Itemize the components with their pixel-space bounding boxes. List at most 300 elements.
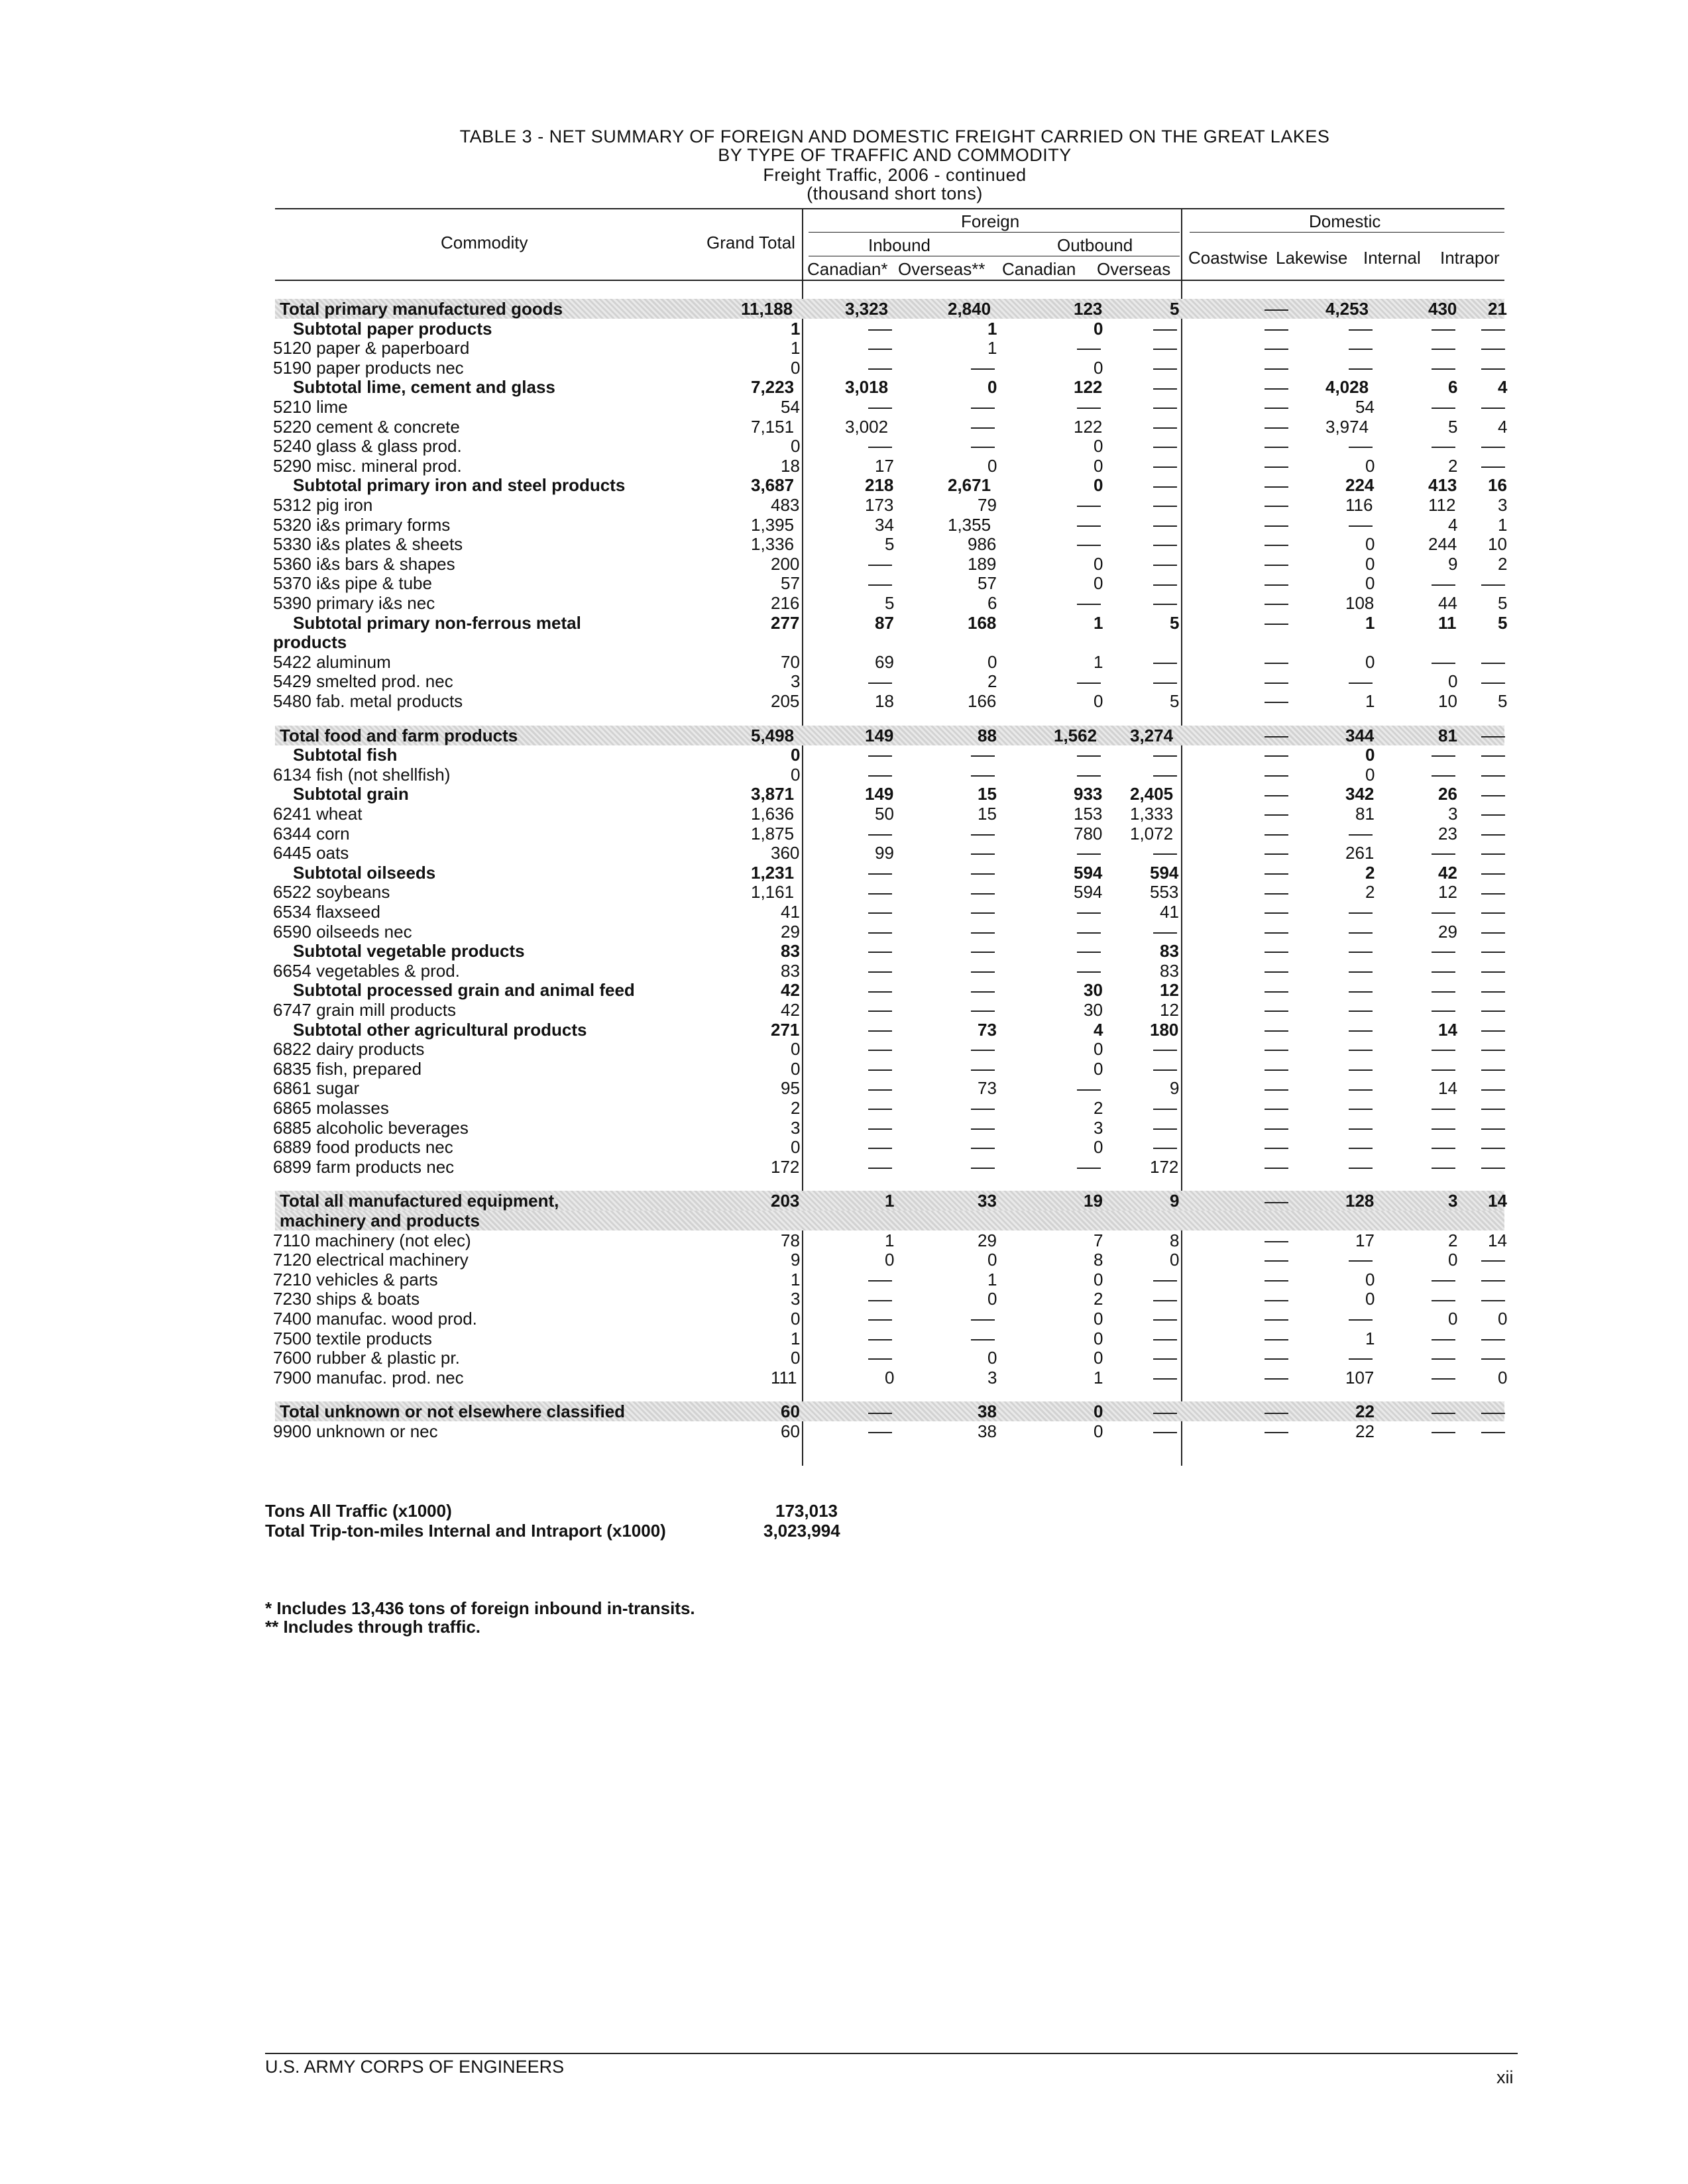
dash-mark — [1153, 565, 1177, 566]
cell-internal: 2 — [1448, 1230, 1458, 1250]
dash-mark — [1265, 775, 1288, 777]
dash-mark — [1265, 1050, 1288, 1051]
dash-mark — [1349, 349, 1373, 350]
cell-intraport — [1481, 1060, 1505, 1079]
commodity-name: 6344 corn — [273, 823, 350, 844]
table-row — [265, 691, 1508, 711]
header-canadian-outbound: Canadian — [1002, 259, 1076, 279]
cell-lakewise: 4,028 — [1325, 377, 1369, 398]
cell-coastwise — [1265, 1158, 1288, 1177]
cell-canadian-inbound — [868, 1309, 892, 1329]
cell-canadian-outbound — [1077, 765, 1101, 785]
dash-mark — [1432, 1010, 1455, 1012]
dash-mark — [1481, 368, 1505, 370]
commodity-name: 6590 oilseeds nec — [273, 921, 412, 942]
header-bottom-rule — [275, 280, 1504, 281]
cell-overseas-outbound: 8 — [1170, 1230, 1180, 1250]
cell-overseas-inbound: 166 — [968, 691, 997, 711]
cell-internal — [1432, 437, 1455, 456]
cell-coastwise — [1265, 535, 1288, 554]
header-inbound: Inbound — [868, 235, 930, 255]
cell-intraport: 4 — [1498, 377, 1508, 398]
dash-mark — [971, 912, 995, 914]
cell-canadian-outbound: 0 — [1094, 691, 1103, 711]
cell-canadian-outbound: 30 — [1084, 1000, 1103, 1020]
cell-canadian-inbound: 149 — [865, 784, 894, 804]
dash-mark — [1432, 1339, 1455, 1340]
subtotal-row — [265, 785, 1504, 804]
cell-overseas-outbound — [1153, 594, 1177, 613]
cell-grand-total: 0 — [791, 436, 801, 457]
cell-intraport — [1481, 1138, 1505, 1157]
cell-internal: 12 — [1438, 882, 1457, 902]
dash-mark — [1481, 1030, 1505, 1032]
cell-overseas-outbound — [1153, 1119, 1177, 1138]
dash-mark — [1481, 736, 1505, 737]
dash-mark — [971, 991, 995, 993]
commodity-name: Subtotal grain — [293, 784, 409, 804]
cell-canadian-inbound — [868, 1329, 892, 1348]
dash-mark — [1265, 853, 1288, 855]
cell-canadian-inbound: 99 — [875, 843, 894, 863]
cell-overseas-inbound — [971, 1329, 995, 1348]
cell-overseas-outbound: 83 — [1160, 941, 1179, 961]
table-row — [265, 398, 1504, 417]
dash-mark — [971, 971, 995, 973]
table-row — [265, 653, 1504, 672]
cell-coastwise — [1265, 378, 1288, 397]
cell-lakewise — [1349, 1309, 1373, 1329]
cell-lakewise: 54 — [1355, 397, 1375, 417]
cell-grand-total: 1 — [791, 338, 801, 358]
cell-canadian-outbound — [1077, 339, 1101, 358]
dash-mark — [1153, 1358, 1177, 1360]
dash-mark — [1265, 1128, 1288, 1130]
dash-mark — [1265, 1010, 1288, 1012]
cell-canadian-outbound: 0 — [1094, 573, 1103, 594]
dash-mark — [1481, 1010, 1505, 1012]
cell-overseas-outbound: 9 — [1170, 1191, 1180, 1211]
dash-mark — [1432, 1109, 1455, 1110]
dash-mark — [1265, 952, 1288, 953]
cell-grand-total: 78 — [781, 1230, 800, 1250]
dash-mark — [1349, 329, 1373, 331]
cell-lakewise: 224 — [1345, 475, 1375, 496]
table-row — [265, 1099, 1504, 1118]
dash-mark — [971, 1168, 995, 1169]
cell-internal — [1432, 339, 1455, 358]
dash-mark — [1349, 1109, 1373, 1110]
dash-mark — [1265, 584, 1288, 586]
cell-overseas-outbound — [1153, 653, 1177, 672]
dash-mark — [1481, 853, 1505, 855]
cell-overseas-inbound — [971, 398, 995, 417]
cell-overseas-inbound — [971, 1138, 995, 1157]
dash-mark — [1265, 447, 1288, 448]
dash-mark — [1349, 1010, 1373, 1012]
subtotal-row — [265, 1020, 1504, 1040]
dash-mark — [1153, 329, 1177, 331]
dash-mark — [1432, 971, 1455, 973]
dash-mark — [1077, 604, 1101, 605]
cell-grand-total: 200 — [771, 553, 800, 574]
cell-coastwise — [1265, 844, 1288, 863]
cell-overseas-inbound: 79 — [978, 495, 997, 515]
cell-overseas-outbound — [1153, 319, 1177, 339]
cell-grand-total: 0 — [791, 1058, 801, 1079]
dash-mark — [868, 912, 892, 914]
cell-lakewise — [1349, 1060, 1373, 1079]
cell-intraport — [1481, 319, 1505, 339]
cell-canadian-outbound: 0 — [1094, 357, 1103, 378]
dash-mark — [1349, 912, 1373, 914]
dash-mark — [1432, 775, 1455, 777]
cell-internal — [1432, 1368, 1455, 1388]
cell-canadian-outbound: 1 — [1094, 612, 1103, 633]
cell-lakewise — [1349, 319, 1373, 339]
cell-intraport — [1481, 1079, 1505, 1098]
table-row — [265, 765, 1504, 785]
commodity-name: 5320 i&s primary forms — [273, 514, 451, 535]
cell-overseas-inbound: 29 — [978, 1230, 997, 1250]
cell-overseas-inbound: 15 — [978, 784, 997, 804]
cell-overseas-inbound: 0 — [987, 651, 997, 672]
cell-intraport: 0 — [1498, 1367, 1508, 1388]
table-row — [265, 1289, 1504, 1309]
cell-grand-total: 0 — [791, 764, 801, 785]
cell-canadian-outbound — [1077, 902, 1101, 922]
dash-mark — [1265, 388, 1288, 390]
cell-lakewise: 3,974 — [1325, 416, 1369, 437]
cell-coastwise — [1265, 1289, 1288, 1309]
cell-coastwise — [1265, 1099, 1288, 1118]
table-row — [265, 922, 1504, 942]
dash-mark — [1349, 991, 1373, 993]
cell-grand-total: 95 — [781, 1078, 800, 1099]
cell-internal — [1432, 653, 1455, 672]
cell-overseas-outbound: 1,333 — [1130, 804, 1174, 824]
cell-coastwise — [1265, 1001, 1288, 1020]
dash-mark — [868, 1280, 892, 1282]
dash-mark — [868, 1128, 892, 1130]
cell-lakewise — [1349, 1348, 1373, 1368]
dash-mark — [971, 932, 995, 934]
cell-internal — [1432, 1289, 1455, 1309]
cell-canadian-outbound: 0 — [1094, 553, 1103, 574]
dash-mark — [868, 1109, 892, 1110]
table-row — [265, 1329, 1504, 1348]
dash-mark — [1153, 1128, 1177, 1130]
cell-coastwise — [1265, 417, 1288, 437]
cell-grand-total: 7,151 — [751, 416, 795, 437]
table-row — [265, 416, 1508, 437]
commodity-name: 7600 rubber & plastic pr. — [273, 1348, 460, 1368]
cell-canadian-inbound — [868, 1289, 892, 1309]
dash-mark — [971, 893, 995, 895]
table-row — [265, 1138, 1504, 1157]
dash-mark — [1265, 795, 1288, 796]
cell-overseas-inbound: 986 — [968, 534, 997, 555]
cell-overseas-inbound: 73 — [978, 1019, 997, 1040]
dash-mark — [1481, 447, 1505, 448]
commodity-name: 6654 vegetables & prod. — [273, 960, 460, 981]
dash-mark — [1481, 1128, 1505, 1130]
cell-intraport — [1481, 1329, 1505, 1348]
dash-mark — [1265, 912, 1288, 914]
cell-canadian-outbound: 0 — [1094, 455, 1103, 476]
cell-lakewise — [1349, 981, 1373, 1000]
cell-overseas-outbound — [1153, 574, 1177, 593]
cell-internal — [1432, 981, 1455, 1000]
cell-canadian-inbound: 3,002 — [845, 416, 889, 437]
dash-mark — [1349, 971, 1373, 973]
cell-overseas-inbound: 0 — [987, 455, 997, 476]
cell-canadian-inbound — [868, 319, 892, 339]
dash-mark — [1481, 1260, 1505, 1262]
cell-grand-total: 205 — [771, 691, 800, 711]
commodity-name: 5390 primary i&s nec — [273, 593, 435, 613]
cell-overseas-inbound — [971, 981, 995, 1000]
cell-lakewise: 4,253 — [1325, 299, 1369, 319]
cell-grand-total: 277 — [771, 612, 800, 633]
dash-mark — [971, 1128, 995, 1130]
cell-internal: 0 — [1448, 1250, 1458, 1270]
commodity-name: 6522 soybeans — [273, 882, 390, 902]
cell-internal: 244 — [1428, 534, 1457, 555]
commodity-name: 6835 fish, prepared — [273, 1058, 422, 1079]
trip-ton-miles-value: 3,023,994 — [763, 1521, 840, 1541]
cell-overseas-inbound: 0 — [987, 1348, 997, 1368]
cell-lakewise: 342 — [1345, 784, 1375, 804]
dash-mark — [971, 368, 995, 370]
cell-overseas-outbound: 12 — [1160, 1000, 1179, 1020]
cell-grand-total: 83 — [781, 960, 800, 981]
cell-canadian-outbound: 0 — [1094, 1328, 1103, 1348]
commodity-name: 7500 textile products — [273, 1328, 432, 1348]
dash-mark — [1153, 1319, 1177, 1321]
header-overseas-inbound: Overseas** — [898, 259, 985, 279]
dash-mark — [1265, 991, 1288, 993]
cell-lakewise: 2 — [1365, 882, 1375, 902]
cell-canadian-outbound: 153 — [1074, 804, 1103, 824]
cell-intraport — [1481, 1348, 1505, 1368]
dash-mark — [1432, 1168, 1455, 1169]
total-row — [265, 1191, 1507, 1211]
cell-grand-total: 7,223 — [751, 377, 795, 398]
dash-mark — [1265, 506, 1288, 507]
dash-mark — [1153, 427, 1177, 429]
cell-coastwise — [1265, 902, 1288, 922]
cell-lakewise — [1349, 672, 1373, 691]
cell-coastwise — [1265, 672, 1288, 691]
header-foreign: Foreign — [961, 211, 1020, 231]
dash-mark — [1153, 1069, 1177, 1071]
dash-mark — [971, 952, 995, 953]
commodity-name: 5290 misc. mineral prod. — [273, 455, 462, 476]
dash-mark — [1265, 1413, 1288, 1414]
cell-internal: 29 — [1438, 921, 1457, 942]
table-row — [265, 633, 1504, 652]
cell-grand-total: 3,871 — [751, 784, 795, 804]
dash-mark — [868, 971, 892, 973]
table-row — [265, 1079, 1504, 1098]
dash-mark — [1265, 309, 1288, 311]
dash-mark — [1349, 1168, 1373, 1169]
cell-lakewise — [1349, 1040, 1373, 1059]
cell-canadian-outbound: 594 — [1074, 862, 1103, 883]
dash-mark — [1432, 755, 1455, 757]
cell-overseas-inbound: 1,355 — [948, 514, 991, 535]
dash-mark — [1077, 1089, 1101, 1091]
commodity-name: 6885 alcoholic beverages — [273, 1117, 469, 1138]
cell-intraport — [1481, 1119, 1505, 1138]
dash-mark — [1153, 755, 1177, 757]
cell-internal — [1432, 1040, 1455, 1059]
cell-grand-total: 1,336 — [751, 534, 795, 555]
cell-coastwise — [1265, 785, 1288, 804]
cell-coastwise — [1265, 745, 1288, 765]
table-units: (thousand short tons) — [807, 184, 983, 203]
table-row — [265, 961, 1504, 981]
table-row — [265, 1422, 1504, 1441]
cell-overseas-inbound — [971, 863, 995, 883]
cell-grand-total: 1,395 — [751, 514, 795, 535]
dash-mark — [1481, 1089, 1505, 1091]
cell-grand-total: 111 — [771, 1367, 797, 1388]
cell-overseas-inbound — [971, 824, 995, 844]
cell-lakewise — [1349, 516, 1373, 535]
cell-canadian-outbound: 123 — [1074, 299, 1103, 319]
table-row — [265, 358, 1504, 378]
dash-mark — [1153, 545, 1177, 546]
cell-intraport — [1481, 863, 1505, 883]
cell-canadian-inbound — [868, 824, 892, 844]
dash-mark — [1153, 349, 1177, 350]
table-row — [265, 1060, 1504, 1079]
dash-mark — [868, 1050, 892, 1051]
cell-coastwise — [1265, 1368, 1288, 1388]
dash-mark — [1481, 584, 1505, 586]
dash-mark — [1349, 1128, 1373, 1130]
cell-overseas-outbound: 594 — [1150, 862, 1179, 883]
dash-mark — [1432, 912, 1455, 914]
subtotal-row — [265, 981, 1504, 1000]
header-grand-total: Grand Total — [706, 233, 795, 252]
cell-overseas-outbound: 1,072 — [1130, 823, 1174, 844]
dash-mark — [1153, 1280, 1177, 1282]
cell-lakewise — [1349, 1250, 1373, 1270]
dash-mark — [1077, 755, 1101, 757]
cell-grand-total: 60 — [781, 1421, 800, 1441]
dash-mark — [1077, 932, 1101, 934]
dash-mark — [1077, 408, 1101, 409]
total-row — [265, 1402, 1504, 1421]
cell-lakewise: 0 — [1365, 455, 1375, 476]
table-row — [265, 1158, 1504, 1177]
cell-overseas-inbound: 0 — [987, 1250, 997, 1270]
cell-overseas-inbound — [971, 358, 995, 378]
cell-intraport — [1481, 437, 1505, 456]
cell-grand-total: 3,687 — [751, 475, 795, 496]
cell-grand-total: 360 — [771, 843, 800, 863]
cell-internal — [1432, 398, 1455, 417]
cell-internal: 10 — [1438, 691, 1457, 711]
cell-grand-total: 57 — [781, 573, 800, 594]
table-row — [265, 1250, 1504, 1270]
cell-canadian-inbound: 5 — [885, 593, 895, 613]
cell-overseas-inbound: 189 — [968, 553, 997, 574]
dash-mark — [1265, 565, 1288, 566]
cell-canadian-outbound: 0 — [1094, 318, 1103, 339]
cell-grand-total: 29 — [781, 921, 800, 942]
cell-overseas-outbound — [1153, 516, 1177, 535]
cell-overseas-outbound — [1153, 358, 1177, 378]
cell-internal: 0 — [1448, 671, 1458, 692]
dash-mark — [1481, 1358, 1505, 1360]
cell-overseas-inbound: 2,671 — [948, 475, 991, 496]
cell-grand-total: 83 — [781, 941, 800, 961]
cell-overseas-inbound — [971, 745, 995, 765]
cell-internal: 3 — [1448, 1191, 1458, 1211]
cell-intraport — [1481, 398, 1505, 417]
cell-coastwise — [1265, 981, 1288, 1000]
cell-canadian-inbound: 50 — [875, 804, 894, 824]
cell-canadian-outbound: 1 — [1094, 651, 1103, 672]
cell-canadian-inbound: 3,323 — [845, 299, 889, 319]
table-title: TABLE 3 - NET SUMMARY OF FOREIGN AND DOMESTIC FREIGHT CARRIED ON THE GREAT LAKES — [459, 127, 1330, 146]
dash-mark — [1265, 525, 1288, 527]
commodity-name: 6241 wheat — [273, 804, 363, 824]
dash-mark — [1153, 663, 1177, 664]
dash-mark — [868, 1413, 892, 1414]
total-row — [265, 1211, 1504, 1230]
cell-coastwise — [1265, 437, 1288, 456]
cell-overseas-inbound: 6 — [987, 593, 997, 613]
cell-grand-total: 18 — [781, 455, 800, 476]
dash-mark — [868, 447, 892, 448]
commodity-name: 5422 aluminum — [273, 651, 391, 672]
cell-lakewise — [1349, 942, 1373, 961]
dash-mark — [1153, 1339, 1177, 1340]
cell-intraport — [1481, 358, 1505, 378]
cell-coastwise — [1265, 653, 1288, 672]
cell-internal: 23 — [1438, 823, 1457, 844]
table-row — [265, 1230, 1507, 1250]
cell-overseas-outbound — [1153, 535, 1177, 554]
cell-coastwise — [1265, 1040, 1288, 1059]
dash-mark — [1481, 466, 1505, 468]
footer-agency: U.S. ARMY CORPS OF ENGINEERS — [265, 2057, 565, 2077]
cell-canadian-outbound: 2 — [1094, 1098, 1103, 1118]
cell-canadian-inbound — [868, 1138, 892, 1157]
table-row — [265, 883, 1504, 902]
cell-canadian-inbound — [868, 765, 892, 785]
dash-mark — [1077, 525, 1101, 527]
cell-internal — [1432, 358, 1455, 378]
cell-canadian-outbound: 933 — [1074, 784, 1103, 804]
cell-lakewise: 0 — [1365, 764, 1375, 785]
cell-intraport — [1481, 1250, 1505, 1270]
cell-lakewise: 0 — [1365, 1289, 1375, 1309]
cell-coastwise — [1265, 1270, 1288, 1289]
commodity-name: 5480 fab. metal products — [273, 691, 463, 711]
dash-mark — [1077, 971, 1101, 973]
dash-mark — [1265, 408, 1288, 409]
cell-grand-total: 54 — [781, 397, 800, 417]
cell-overseas-outbound — [1153, 378, 1177, 397]
cell-overseas-inbound: 2,840 — [948, 299, 991, 319]
cell-canadian-outbound: 1,562 — [1054, 725, 1097, 745]
